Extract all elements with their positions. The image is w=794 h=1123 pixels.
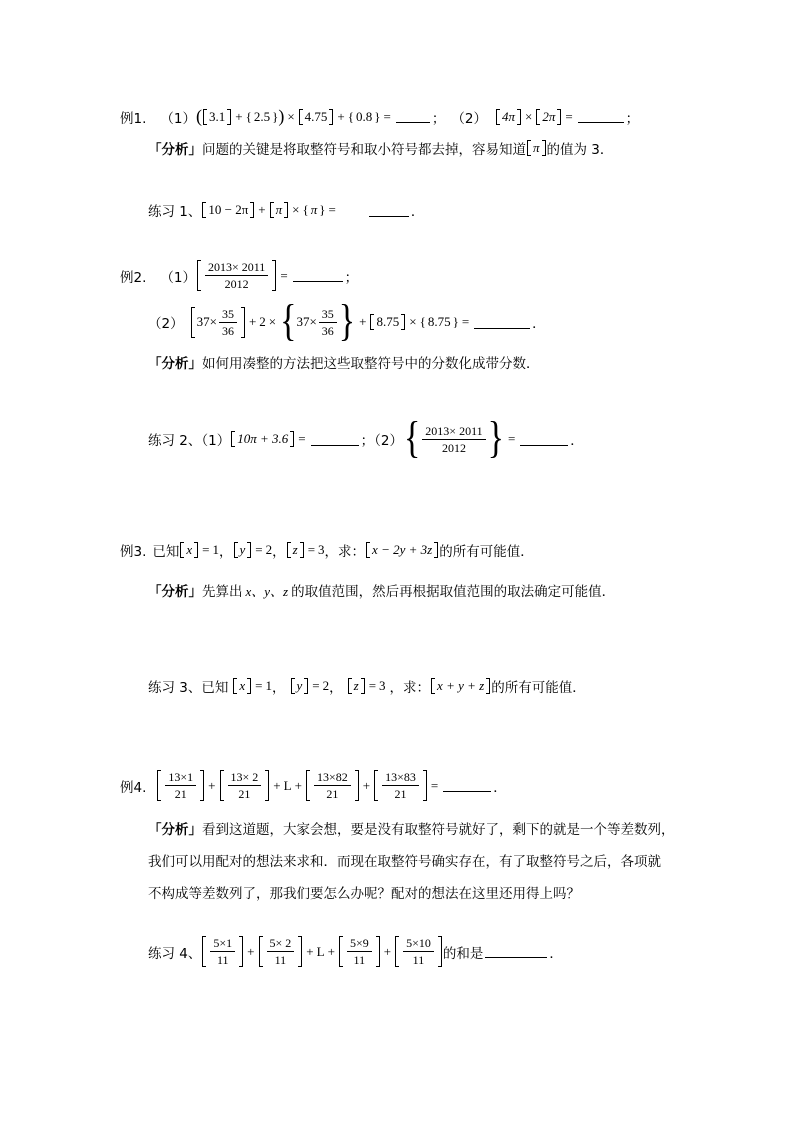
practice-3-line bbox=[148, 676, 586, 696]
variables: x、y、z bbox=[245, 583, 289, 599]
separator: ． bbox=[410, 204, 425, 220]
text: 的和是 bbox=[442, 945, 484, 962]
answer-blank[interactable] bbox=[311, 433, 359, 446]
example-4-analysis bbox=[148, 814, 675, 910]
text: 的所有可能值． bbox=[439, 544, 534, 560]
answer-blank[interactable] bbox=[520, 433, 568, 446]
separator: ； bbox=[431, 110, 446, 127]
separator: ． bbox=[549, 945, 563, 962]
separator: ． bbox=[532, 316, 546, 332]
answer-blank[interactable] bbox=[443, 779, 491, 792]
example-2-line2 bbox=[148, 297, 546, 346]
example-4-label: 例4. bbox=[120, 779, 147, 796]
analysis-tag: 「分析」 bbox=[148, 584, 202, 600]
example-3-line bbox=[120, 540, 534, 560]
analysis-text: 先算出 bbox=[202, 584, 243, 600]
analysis-text: 如何用凑整的方法把这些取整符号中的分数化成带分数． bbox=[202, 356, 540, 372]
answer-blank[interactable] bbox=[369, 204, 409, 217]
practice-1-label: 练习 1、 bbox=[148, 204, 202, 220]
separator: ； bbox=[344, 269, 359, 286]
floor-pi: π bbox=[527, 140, 546, 156]
frac-part-expr: { $\frac{2013\times 2011}{2012}$ } bbox=[403, 414, 504, 463]
practice-4-line bbox=[148, 936, 563, 967]
equals: = bbox=[280, 267, 288, 283]
floor-fraction: $\frac{2013\times 2011}{2012}$ bbox=[197, 260, 276, 291]
expr-p1: 10 − 2π + π × { π } = bbox=[201, 202, 338, 218]
practice-2-line bbox=[148, 414, 584, 463]
separator: ． bbox=[493, 779, 507, 796]
analysis-tag: 「分析」 bbox=[148, 822, 202, 838]
practice-3-label: 练习 3、已知 bbox=[148, 680, 229, 696]
analysis-line-3: 不构成等差数列了，那我们要怎么办呢？配对的想法在这里还用得上吗？ bbox=[148, 886, 580, 902]
practice-2-label: 练习 2、（1） bbox=[148, 433, 231, 449]
expr-1-2: 4π × 2π = bbox=[495, 109, 576, 125]
expr-4: $\frac{13\times 1}{21}$ + $\frac{13\times 2}{21}$ + L + $\frac{13\times 82}{21}$ + $\frac{13\times 83}{21}$ = bbox=[156, 770, 441, 801]
cond-y: y = 2 bbox=[290, 678, 330, 694]
equals: = bbox=[298, 431, 306, 446]
practice-1-line bbox=[148, 200, 424, 220]
equals: = bbox=[507, 431, 516, 446]
example-1-label: 例1. bbox=[120, 110, 147, 127]
cond-z: z = 3 bbox=[286, 542, 325, 558]
separator: ；（2） bbox=[360, 433, 403, 449]
separator: ， bbox=[272, 544, 286, 560]
example-3-analysis bbox=[148, 580, 615, 600]
floor-expr: 10π + 3.6 bbox=[231, 431, 294, 447]
text: 已知 bbox=[152, 544, 180, 560]
analysis-tag: 「分析」 bbox=[148, 356, 202, 372]
text: ，求： bbox=[324, 544, 366, 560]
answer-blank[interactable] bbox=[474, 316, 530, 329]
cond-x: x = 1 bbox=[232, 678, 272, 694]
example-2-analysis bbox=[148, 352, 540, 372]
separator: ， bbox=[219, 544, 233, 560]
analysis-line-1 bbox=[148, 814, 675, 846]
analysis-text: 的值为 3． bbox=[546, 142, 614, 158]
example-2-label: 例2. bbox=[120, 269, 147, 286]
separator: ． bbox=[570, 433, 584, 449]
example-1-analysis bbox=[148, 138, 613, 158]
example-3-label: 例3. bbox=[120, 544, 147, 560]
analysis-line-2: 我们可以用配对的想法来求和．而现在取整符号确实存在，有了取整符号之后，各项就 bbox=[148, 854, 661, 870]
example-2-part2-label: （2） bbox=[148, 316, 184, 332]
analysis-text: 的取值范围，然后再根据取值范围的取法确定可能值． bbox=[291, 584, 616, 600]
cond-x: x = 1 bbox=[179, 542, 219, 558]
cond-y: y = 2 bbox=[233, 542, 273, 558]
text: ，求： bbox=[389, 680, 431, 696]
example-1-line bbox=[120, 106, 639, 127]
answer-blank[interactable] bbox=[485, 945, 547, 958]
answer-blank[interactable] bbox=[578, 110, 624, 123]
analysis-text: 问题的关键是将取整符号和取小符号都去掉，容易知道 bbox=[202, 142, 526, 158]
cond-z: z = 3 bbox=[347, 678, 386, 694]
practice-4-label: 练习 4、 bbox=[148, 945, 202, 962]
separator: ， bbox=[329, 680, 343, 696]
example-2-line1 bbox=[120, 260, 358, 291]
example-4-line bbox=[120, 770, 507, 801]
analysis-text: 看到这道题，大家会想，要是没有取整符号就好了，剩下的就是一个等差数列， bbox=[202, 822, 675, 838]
answer-blank[interactable] bbox=[396, 110, 430, 123]
text: 的所有可能值． bbox=[491, 680, 586, 696]
answer-blank[interactable] bbox=[293, 269, 343, 282]
example-1-part1-label: （1） bbox=[160, 110, 196, 127]
expr-p4: $\frac{5\times 1}{11}$ + $\frac{5\times 2}{11}$ + L + $\frac{5\times 9}{11}$ + $\frac{5\times 10}{11}$ bbox=[201, 936, 442, 967]
separator: ， bbox=[272, 680, 286, 696]
floor-xyz: x − 2y + 3z bbox=[366, 542, 438, 558]
analysis-tag: 「分析」 bbox=[148, 142, 202, 158]
floor-xyz-sum: x + y + z bbox=[431, 678, 490, 694]
expr-1-1: ( 3.1 + { 2.5 } ) × 4.75 + { 0.8 } = bbox=[195, 106, 391, 126]
example-1-part2-label: （2） bbox=[451, 110, 487, 127]
expr-2-2: 37× $\frac{35}{36}$ + 2 × { 37× $\frac{35}{36}$ } + 8.75 × { 8.75 } = bbox=[190, 305, 473, 339]
example-2-part1-label: （1） bbox=[160, 269, 196, 286]
separator: ； bbox=[625, 110, 640, 127]
